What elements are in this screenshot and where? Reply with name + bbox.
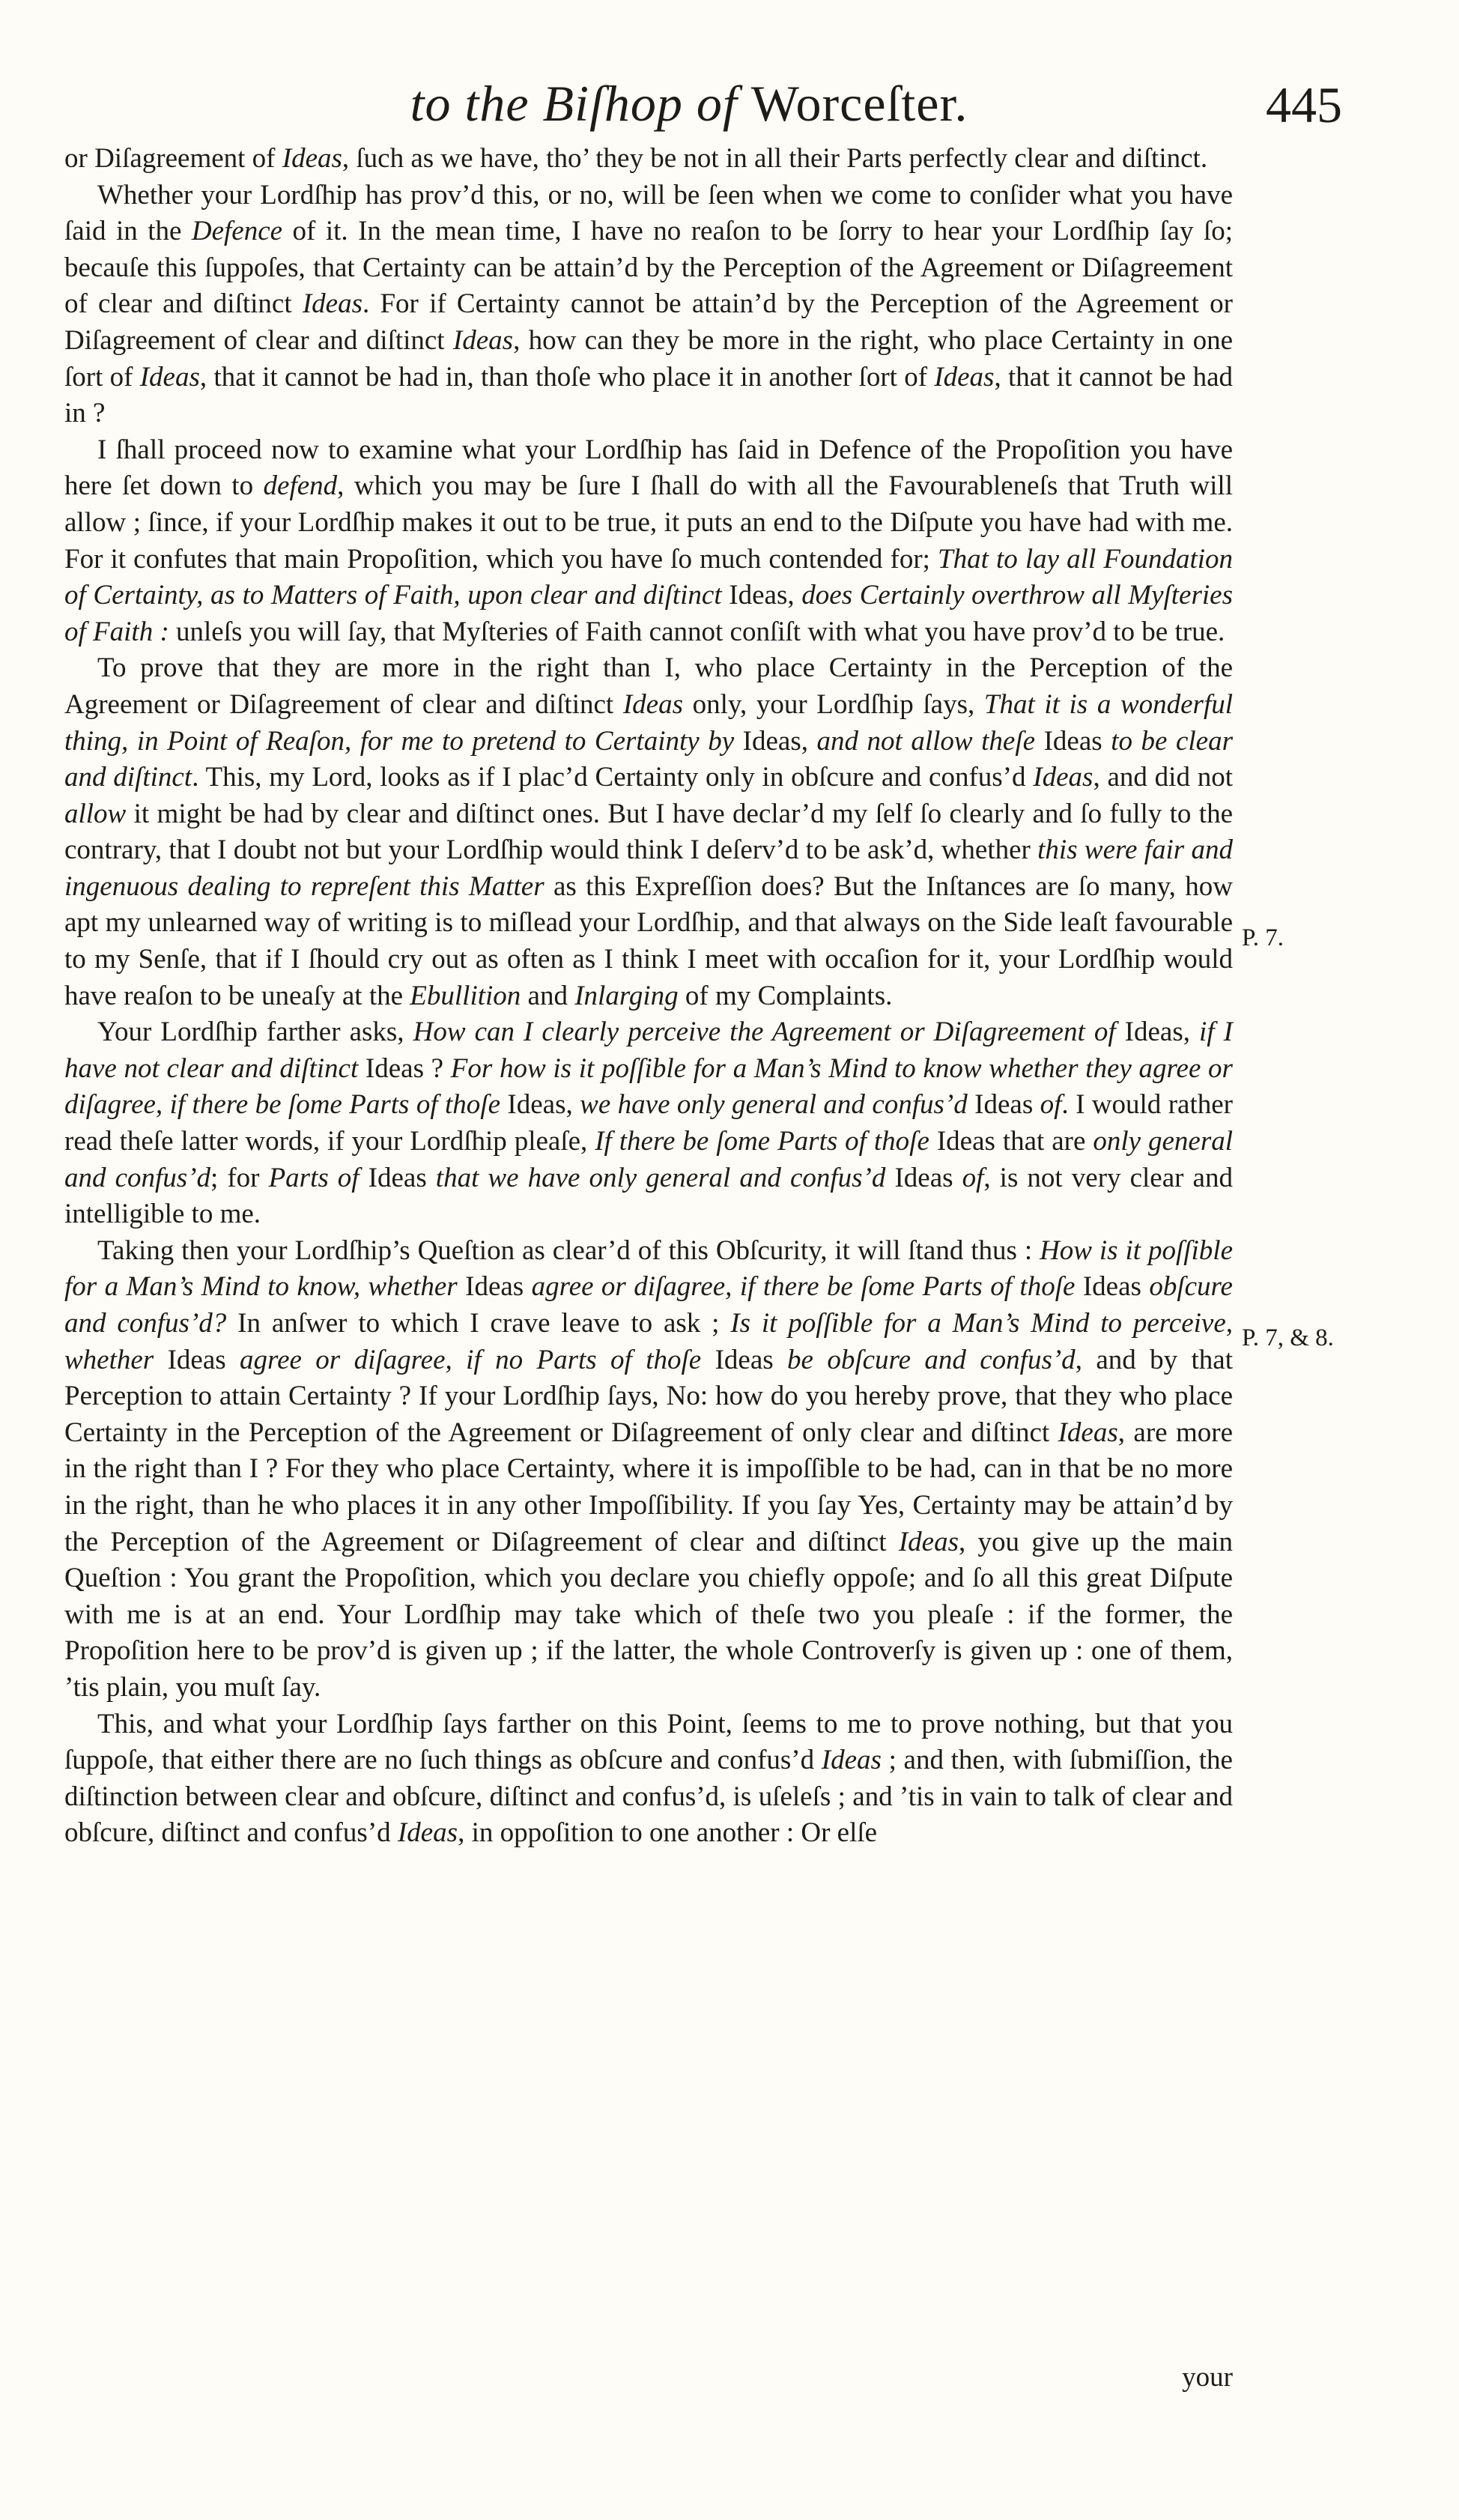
running-title-italic: to the Biſhop of <box>410 75 738 132</box>
paragraph-3: I ſhall proceed now to examine what your Lordſhip has ſaid in Defence of the Propoſition you have here ſet down to defend, which you may be ſure I ſhall do with all the Favourableneſs that Truth will allow ; ſince, if your Lordſhip makes it out to be true, it puts an end to the Diſpute you have had with me. For it confutes that main Propoſition, which you have ſo much contended for; That to lay all Foundation of Certainty, as to Matters of Faith, upon clear and diſtinct Ideas, does Certainly overthrow all Myſteries of Faith : unleſs you will ſay, that Myſteries of Faith cannot conſiſt with what you have prov’d to be true. <box>64 434 1233 647</box>
paragraph-4: To prove that they are more in the right than I, who place Certainty in the Perception of the Agreement or Diſagreement of clear and diſtinct Ideas only, your Lordſhip ſays, That it is a wonderful thing, in Point of Reaſon, for me to pretend to Certainty by Ideas, and not allow theſe Ideas to be clear and diſtinct. This, my Lord, looks as if I plac’d Certainty only in obſcure and confus’d Ideas, and did not allow it might be had by clear and diſtinct ones. But I have declar’d my ſelf ſo clearly and ſo fully to the contrary, that I doubt not but your Lordſhip would think I deſerv’d to be ask’d, whether this were fair and ingenuous dealing to repreſent this Matter as this Expreſſion does? But the Inſtances are ſo many, how apt my unlearned way of writing is to miſlead your Lordſhip, and that always on the Side leaſt favourable to my Senſe, that if I ſhould cry out as often as I think I meet with occaſion for it, your Lordſhip would have reaſon to be uneaſy at the Ebullition and Inlarging of my Complaints. <box>64 652 1234 1011</box>
margin-note-p7-8: P. 7, & 8. <box>1242 1324 1334 1351</box>
running-head <box>0 66 1459 141</box>
running-title-roman: Worceſter. <box>750 75 968 132</box>
paragraph-6: Taking then your Lordſhip’s Queſtion as clear’d of this Obſcurity, it will ſtand thus : How is it poſſible for a Man’s Mind to know, whether Ideas agree or diſagree, if there be ſome Parts of thoſe Ideas obſcure and confus’d? In anſwer to which I crave leave to ask ; Is it poſſible for a Man’s Mind to perceive, whether Ideas agree or diſagree, if no Parts of thoſe Ideas be obſcure and confus’d, and by that Perception to attain Certainty ? If your Lordſhip ſays, No: how do you hereby prove, that they who place Certainty in the Perception of the Agreement or Diſagreement of only clear and diſtinct Ideas, are more in the right than I ? For they who place Certainty, where it is impoſſible to be had, can in that be no more in the right, than he who places it in any other Impoſſibility. If you ſay Yes, Certainty may be attain’d by the Perception of the Agreement or Diſagreement of clear and diſtinct Ideas, you give up the main Queſtion : You grant the Propoſition, which you declare you chiefly oppoſe; and ſo all this great Diſpute with me is at an end. Your Lordſhip may take which of theſe two you pleaſe : if the former, the Propoſition here to be prov’d is given up ; if the latter, the whole Controverſy is given up : one of them, ’tis plain, you muſt ſay. <box>64 1235 1233 1703</box>
catchword: your <box>1182 2362 1233 2393</box>
running-title <box>300 66 1079 141</box>
page-number: 445 <box>1266 76 1342 133</box>
paragraph-5: Your Lordſhip farther asks, How can I clearly perceive the Agreement or Diſagreement of Ideas, if I have not clear and diſtinct Ideas ? For how is it poſſible for a Man’s Mind to know whether they agree or diſagree, if there be ſome Parts of thoſe Ideas, we have only general and confus’d Ideas of. I would rather read theſe latter words, if your Lordſhip pleaſe, If there be ſome Parts of thoſe Ideas that are only general and confus’d; for Parts of Ideas that we have only general and confus’d Ideas of, is not very clear and intelligible to me. <box>64 1017 1234 1230</box>
paragraph-7: This, and what your Lordſhip ſays farther on this Point, ſeems to me to prove nothing, but that you ſuppoſe, that either there are no ſuch things as obſcure and confus’d Ideas ; and then, with ſubmiſſion, the diſtinction between clear and obſcure, diſtinct and confus’d, is uſeleſs ; and ’tis in vain to talk of clear and obſcure, diſtinct and confus’d Ideas, in oppoſition to one another : Or elſe <box>64 1708 1233 1849</box>
margin-note-p7: P. 7. <box>1242 924 1284 951</box>
paragraph-2: Whether your Lordſhip has prov’d this, or no, will be ſeen when we come to conſider what you have ſaid in the Defence of it. In the mean time, I have no reaſon to be ſorry to hear your Lordſhip ſay ſo; becauſe this ſuppoſes, that Certainty can be attain’d by the Perception of the Agreement or Diſagreement of clear and diſtinct Ideas. For if Certainty cannot be attain’d by the Perception of the Agreement or Diſagreement of clear and diſtinct Ideas, how can they be more in the right, who place Certainty in one ſort of Ideas, that it cannot be had in, than thoſe who place it in another ſort of Ideas, that it cannot be had in ? <box>64 179 1234 429</box>
body-text <box>64 141 1233 1852</box>
paragraph-1: or Diſagreement of Ideas, ſuch as we have, tho’ they be not in all their Parts perfectly clear and diſtinct. <box>64 143 1208 174</box>
